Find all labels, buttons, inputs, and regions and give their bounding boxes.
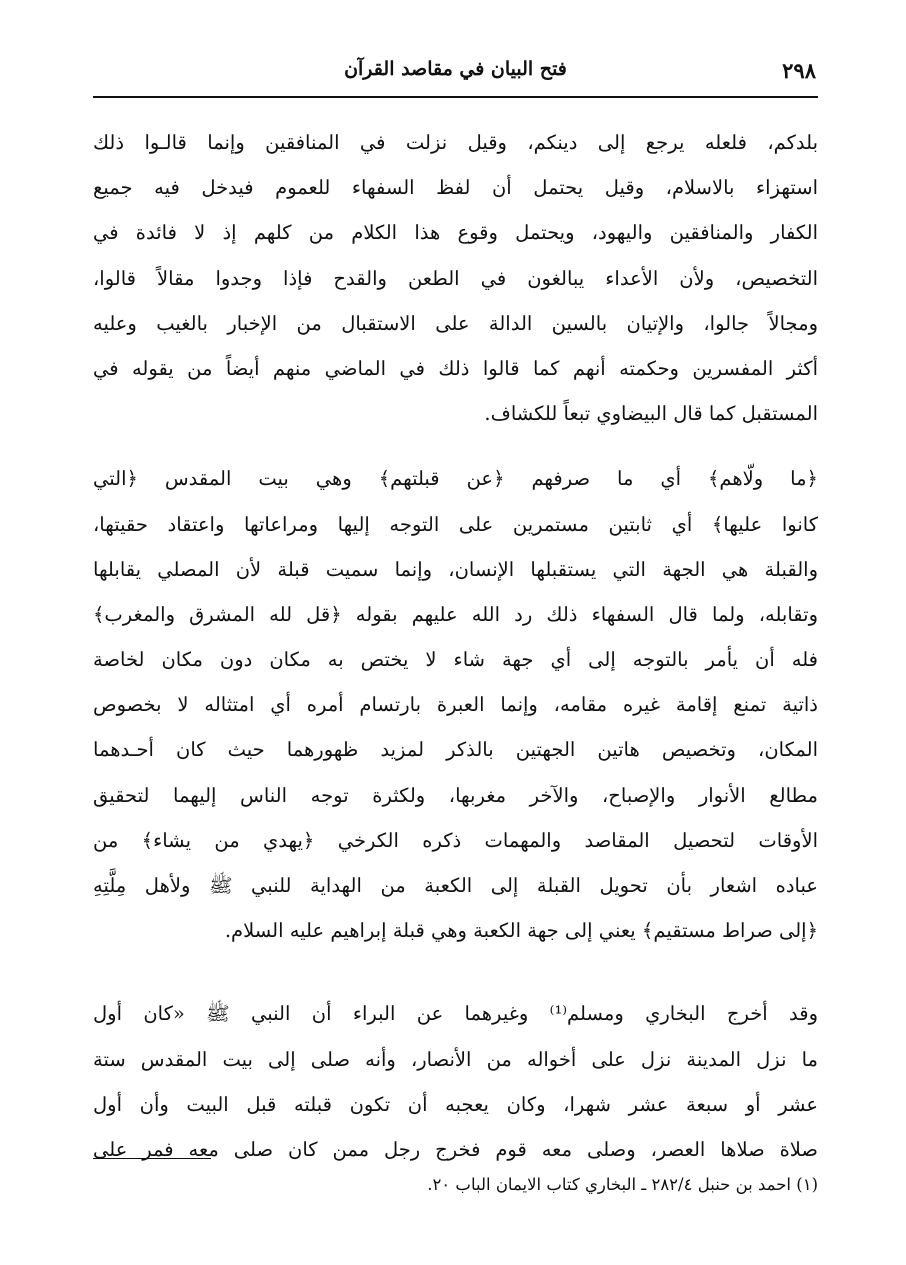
paragraph-1 — [93, 120, 818, 436]
text-line: ذاتية تمنع إقامة غيره مقامه، وإنما العبرة بارتسام أمره أي امتثاله لا بخصوص — [93, 693, 818, 717]
paragraph-3 — [93, 991, 818, 1172]
text-line: بلدكم، فلعله يرجع إلى دينكم، وقيل نزلت في المنافقين وإنما قالـوا ذلك — [93, 131, 818, 154]
text-line: صلاة صلاها العصر، وصلى معه قوم فخرج رجل ممن كان صلى معه فمر على — [93, 1137, 818, 1161]
text-line: عباده اشعار بأن تحويل القبلة إلى الكعبة من الهداية للنبي ﷺ ولأهل مِلَّتِهِ — [93, 874, 818, 897]
body-text — [93, 120, 818, 1172]
text-line: ﴿إلى صراط مستقيم﴾ يعني إلى جهة الكعبة وهي قبلة إبراهيم عليه السلام. — [224, 919, 818, 943]
text-line: التخصيص، ولأن الأعداء يبالغون في الطعن والقدح فإذا وجدوا مقالاً قالوا، — [93, 266, 818, 290]
text-line: كانوا عليها﴾ أي ثابتين مستمرين على التوجه إليها ومراعاتها واعتقاد حقيتها، — [93, 512, 818, 536]
text-line: ومجالاً جالوا، والإتيان بالسين الدالة على الاستقبال من الإخبار بالغيب وعليه — [93, 311, 818, 335]
text-line: عشر أو سبعة عشر شهرا، وكان يعجبه أن تكون قبلته قبل البيت وأن أول — [93, 1092, 818, 1116]
text-line: الأوقات لتحصيل المقاصد والمهمات ذكره الكرخي ﴿يهدي من يشاء﴾ من — [93, 828, 818, 852]
text-line: مطالع الأنوار والإصباح، والآخر مغربها، ولكثرة توجه الناس إليهما لتحقيق — [93, 783, 818, 807]
paragraph-spacer — [93, 973, 818, 991]
footnote-divider — [93, 1158, 211, 1159]
paragraph-2 — [93, 456, 818, 953]
text-line: والقبلة هي الجهة التي يستقبلها الإنسان، وإنما سميت قبلة لأن المصلي يقابلها — [93, 557, 818, 581]
text-line: أكثر المفسرين وحكمته أنهم كما قالوا ذلك في الماضي منهم أيضاً من يقوله في — [93, 356, 818, 380]
text-line: وقد أخرج البخاري ومسلم⁽¹⁾ وغيرهما عن البراء أن النبي ﷺ «كان أول — [93, 1002, 818, 1026]
text-line: المستقبل كما قال البيضاوي تبعاً للكشاف. — [484, 402, 818, 426]
book-page — [93, 50, 818, 1230]
text-line: ما نزل المدينة نزل على أخواله من الأنصار، وأنه صلى إلى بيت المقدس ستة — [93, 1047, 818, 1071]
text-line: وتقابله، ولما قال السفهاء ذلك رد الله عليهم بقوله ﴿قل لله المشرق والمغرب﴾ — [93, 602, 818, 626]
footnote: (١) احمد بن حنبل ٢٨٢/٤ ـ البخاري كتاب الايمان الباب ٢٠. — [427, 1175, 818, 1194]
text-line: المكان، وتخصيص هاتين الجهتين بالذكر لمزيد ظهورهما حيث كان أحـدهما — [93, 738, 818, 762]
text-line: فله أن يأمر بالتوجه إلى أي جهة شاء لا يختص به مكان دون مكان لخاصة — [93, 648, 818, 672]
page-header — [93, 50, 818, 98]
page-number: ٢٩٨ — [782, 58, 816, 83]
text-line: الكفار والمنافقين واليهود، ويحتمل وقوع هذا الكلام من كلهم إذ لا فائدة في — [93, 221, 818, 245]
text-line: ﴿ما ولّاهم﴾ أي ما صرفهم ﴿عن قبلتهم﴾ وهي بيت المقدس ﴿التي — [93, 467, 818, 491]
running-title: فتح البيان في مقاصد القرآن — [344, 58, 567, 80]
text-line: استهزاء بالاسلام، وقيل يحتمل أن لفظ السفهاء للعموم فيدخل فيه جميع — [93, 176, 818, 200]
